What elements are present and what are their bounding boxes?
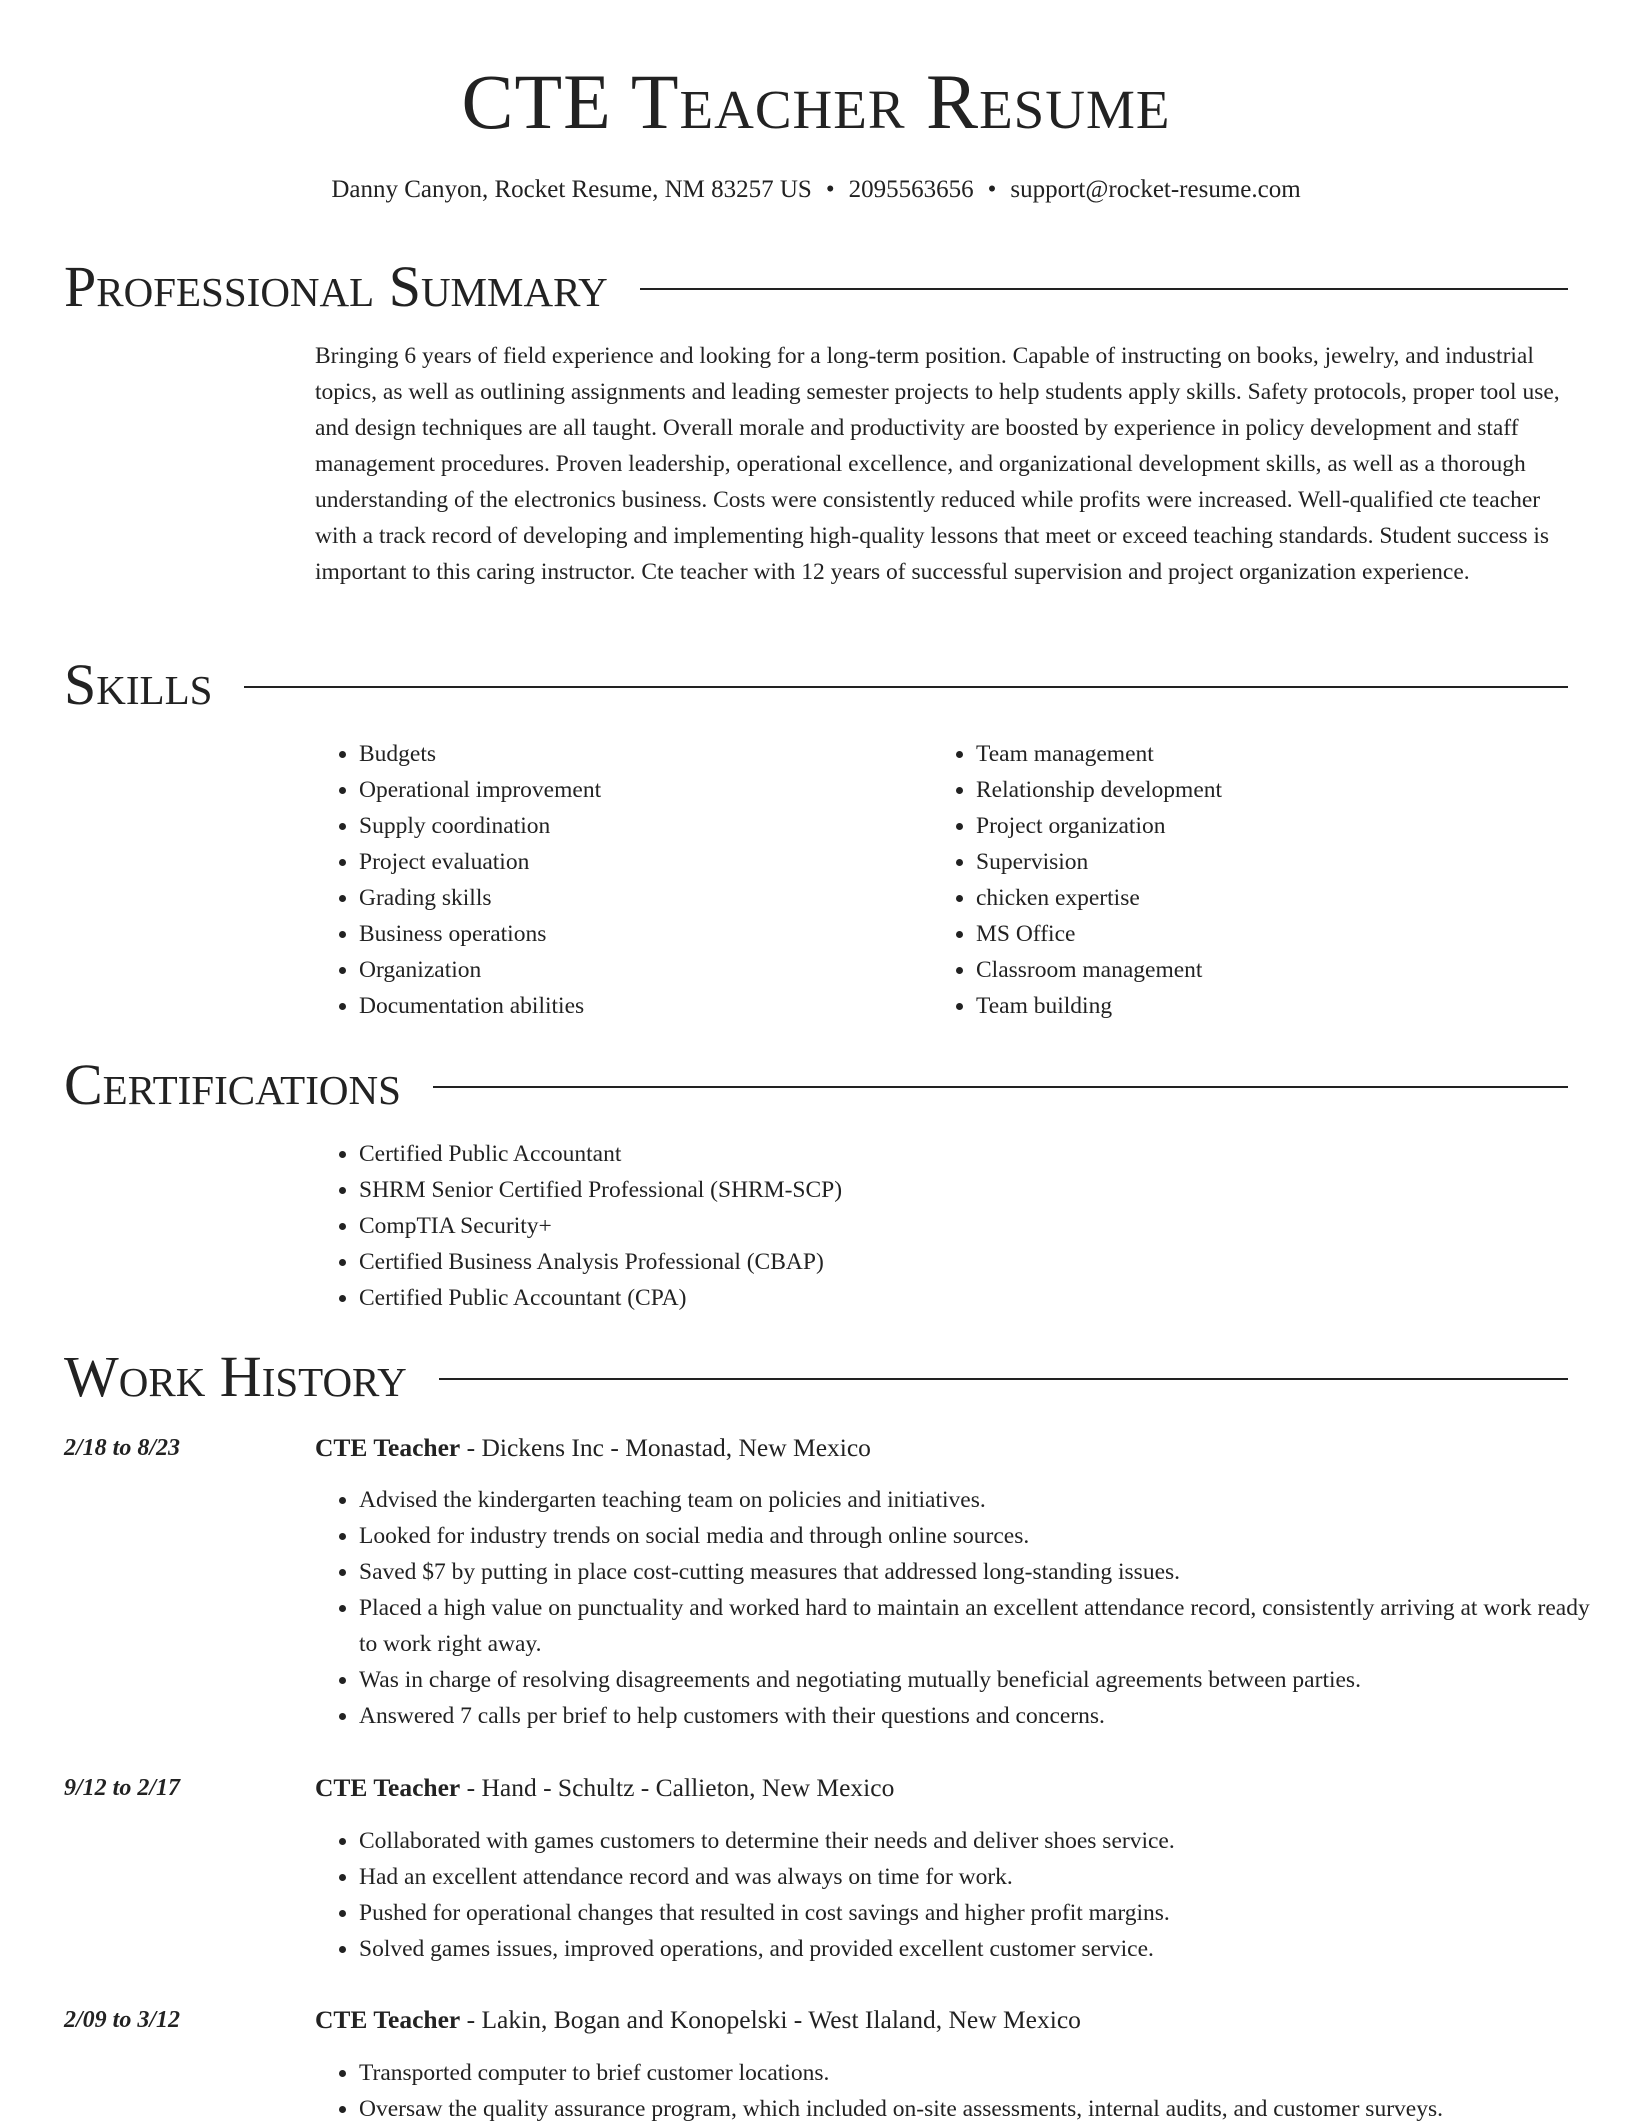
section-title: Skills <box>64 652 213 717</box>
duty-item: • Placed a high value on punctuality and worked hard to maintain an excellent attendance record, consistently arriving at work ready to work right away. <box>359 1590 1612 1662</box>
job-headline <box>315 1430 1568 1466</box>
job-dates: 2/09 to 3/12 <box>64 2007 181 2033</box>
skill-item: • Grading skills <box>359 880 959 916</box>
job-duties-list <box>315 1482 1612 1734</box>
job-details: - Hand - Schultz - Callieton, New Mexico <box>460 1773 895 1802</box>
certification-item: • SHRM Senior Certified Professional (SHRM-SCP) <box>359 1172 1613 1208</box>
work-history-section-heading <box>64 1342 1568 1412</box>
skill-item: • Supervision <box>976 844 1576 880</box>
section-divider <box>640 288 1568 290</box>
section-divider <box>433 1086 1568 1088</box>
job-details: - Lakin, Bogan and Konopelski - West Ilaland, New Mexico <box>460 2005 1081 2034</box>
contact-phone: 2095563656 <box>848 176 974 203</box>
section-divider <box>439 1378 1568 1380</box>
certification-item: • Certified Public Accountant <box>359 1136 1613 1172</box>
skills-list-left <box>315 736 959 1024</box>
contact-email[interactable]: support@rocket-resume.com <box>1010 176 1301 203</box>
certification-item: • Certified Public Accountant (CPA) <box>359 1280 1613 1316</box>
job-duties-list <box>315 2055 1612 2127</box>
skill-item: • Supply coordination <box>359 808 959 844</box>
skill-item: • Team management <box>976 736 1576 772</box>
skill-item: • Business operations <box>359 916 959 952</box>
duty-item: • Transported computer to brief customer locations. <box>359 2055 1612 2091</box>
job-headline <box>315 1770 1568 1806</box>
duty-item: • Solved games issues, improved operations, and provided excellent customer service. <box>359 1931 1612 1967</box>
skill-item: • Relationship development <box>976 772 1576 808</box>
skill-item: • Organization <box>359 952 959 988</box>
skills-list-right <box>932 736 1576 1024</box>
duty-item: • Was in charge of resolving disagreements and negotiating mutually beneficial agreements between parties. <box>359 1662 1612 1698</box>
section-divider <box>244 686 1568 688</box>
summary-text: Bringing 6 years of field experience and looking for a long-term position. Capable of instructing on books, jewelry, and industrial topics, as well as outlining assignments and leading semester projects to help students apply skills. Safety protocols, proper tool use, and design techniques are all taught. Overall morale and productivity are boosted by experience in policy development and staff management procedures. Proven leadership, operational excellence, and organizational development skills, as well as a thorough understanding of the electronics business. Costs were consistently reduced while profits were increased. Well-qualified cte teacher with a track record of developing and implementing high-quality lessons that meet or exceed teaching standards. Student success is important to this caring instructor. Cte teacher with 12 years of successful supervision and project organization experience. <box>315 343 1560 585</box>
summary-section-heading <box>64 252 1568 322</box>
contact-line <box>0 172 1632 208</box>
skill-item: • Project organization <box>976 808 1576 844</box>
section-title: Certifications <box>64 1052 401 1117</box>
duty-item: • Collaborated with games customers to determine their needs and deliver shoes service. <box>359 1823 1612 1859</box>
skill-item: • chicken expertise <box>976 880 1576 916</box>
skill-item: • Project evaluation <box>359 844 959 880</box>
skill-item: • Budgets <box>359 736 959 772</box>
skill-item: • MS Office <box>976 916 1576 952</box>
contact-separator: • <box>987 176 997 203</box>
duty-item: • Looked for industry trends on social media and through online sources. <box>359 1518 1612 1554</box>
resume-title: CTE Teacher Resume <box>461 58 1171 145</box>
job-headline <box>315 2002 1568 2038</box>
job-duties-list <box>315 1823 1612 1967</box>
duty-item: • Oversaw the quality assurance program, which included on-site assessments, internal audits, and customer surveys. <box>359 2091 1612 2127</box>
job-dates: 2/18 to 8/23 <box>64 1435 181 1461</box>
skill-item: • Classroom management <box>976 952 1576 988</box>
duty-item: • Saved $7 by putting in place cost-cutting measures that addressed long-standing issues. <box>359 1554 1612 1590</box>
certification-item: • CompTIA Security+ <box>359 1208 1613 1244</box>
job-details: - Dickens Inc - Monastad, New Mexico <box>460 1433 871 1462</box>
contact-separator: • <box>825 176 835 203</box>
skills-section-heading <box>64 650 1568 720</box>
job-role: CTE Teacher <box>315 1433 461 1462</box>
certifications-section-heading <box>64 1050 1568 1120</box>
duty-item: • Answered 7 calls per brief to help customers with their questions and concerns. <box>359 1698 1612 1734</box>
contact-address: Danny Canyon, Rocket Resume, NM 83257 US <box>331 176 812 203</box>
skill-item: • Operational improvement <box>359 772 959 808</box>
skill-item: • Documentation abilities <box>359 988 959 1024</box>
duty-item: • Had an excellent attendance record and was always on time for work. <box>359 1859 1612 1895</box>
duty-item: • Pushed for operational changes that resulted in cost savings and higher profit margins. <box>359 1895 1612 1931</box>
job-role: CTE Teacher <box>315 2005 461 2034</box>
certifications-list <box>315 1136 1613 1316</box>
job-role: CTE Teacher <box>315 1773 461 1802</box>
section-title: Work History <box>64 1344 407 1409</box>
duty-item: • Advised the kindergarten teaching team on policies and initiatives. <box>359 1482 1612 1518</box>
section-title: Professional Summary <box>64 254 608 319</box>
skill-item: • Team building <box>976 988 1576 1024</box>
certification-item: • Certified Business Analysis Professional (CBAP) <box>359 1244 1613 1280</box>
job-dates: 9/12 to 2/17 <box>64 1775 181 1801</box>
